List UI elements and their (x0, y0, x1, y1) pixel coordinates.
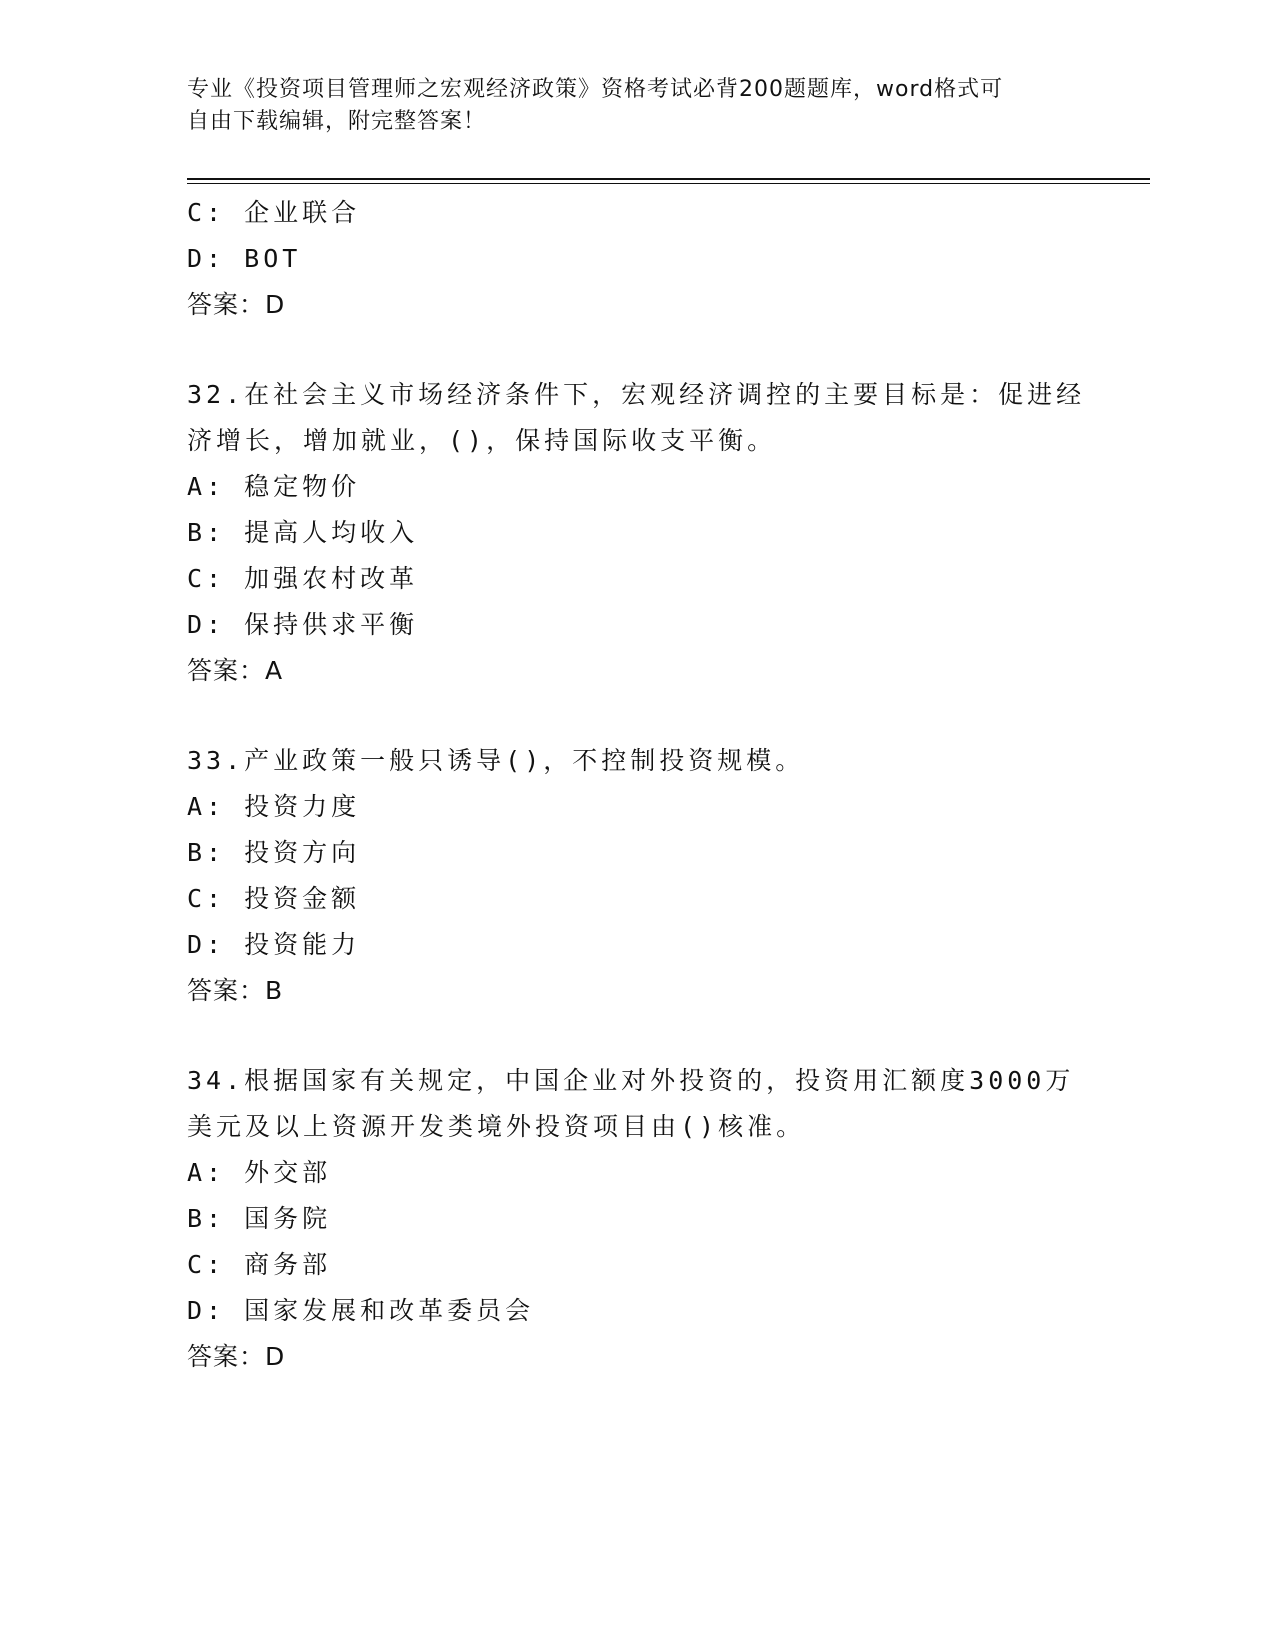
option-b: B: 投资方向 (187, 838, 361, 867)
question-stem-line: 34.根据国家有关规定，中国企业对外投资的，投资用汇额度3000万 (187, 1066, 1075, 1095)
question-stem-line: 33.产业政策一般只诱导()，不控制投资规模。 (187, 746, 805, 775)
prev-question-block (187, 190, 1087, 328)
header-line-1: 专业《投资项目管理师之宏观经济政策》资格考试必背200题题库，word格式可 (187, 77, 1004, 102)
document-header (187, 74, 1087, 138)
option-b: B: 国务院 (187, 1204, 332, 1233)
option-d: D: 投资能力 (187, 930, 361, 959)
header-line-2: 自由下载编辑，附完整答案！ (187, 109, 487, 134)
question-block-32 (187, 372, 1087, 694)
option-a: A: 投资力度 (187, 792, 361, 821)
option-a: A: 稳定物价 (187, 472, 361, 501)
option-a: A: 外交部 (187, 1158, 332, 1187)
option-c: C: 加强农村改革 (187, 564, 419, 593)
question-block-34 (187, 1058, 1087, 1380)
header-rule-thin (187, 183, 1150, 184)
answer-line: 答案：B (187, 976, 284, 1005)
answer-line: 答案：A (187, 656, 284, 685)
question-stem-line: 济增长，增加就业，()，保持国际收支平衡。 (187, 426, 777, 455)
answer-line: 答案：D (187, 1342, 286, 1371)
option-d: D: 国家发展和改革委员会 (187, 1296, 535, 1325)
question-block-33 (187, 738, 1087, 1014)
question-stem-line: 美元及以上资源开发类境外投资项目由()核准。 (187, 1112, 806, 1141)
option-b: B: 提高人均收入 (187, 518, 419, 547)
option-c: C: 投资金额 (187, 884, 361, 913)
option-c: C: 商务部 (187, 1250, 332, 1279)
answer-line: 答案：D (187, 290, 286, 319)
question-stem-line: 32.在社会主义市场经济条件下，宏观经济调控的主要目标是：促进经 (187, 380, 1086, 409)
option-c: C: 企业联合 (187, 198, 361, 227)
option-d: D: BOT (187, 244, 302, 273)
header-rule-thick (187, 178, 1150, 180)
option-d: D: 保持供求平衡 (187, 610, 419, 639)
question-list (187, 190, 1087, 1380)
